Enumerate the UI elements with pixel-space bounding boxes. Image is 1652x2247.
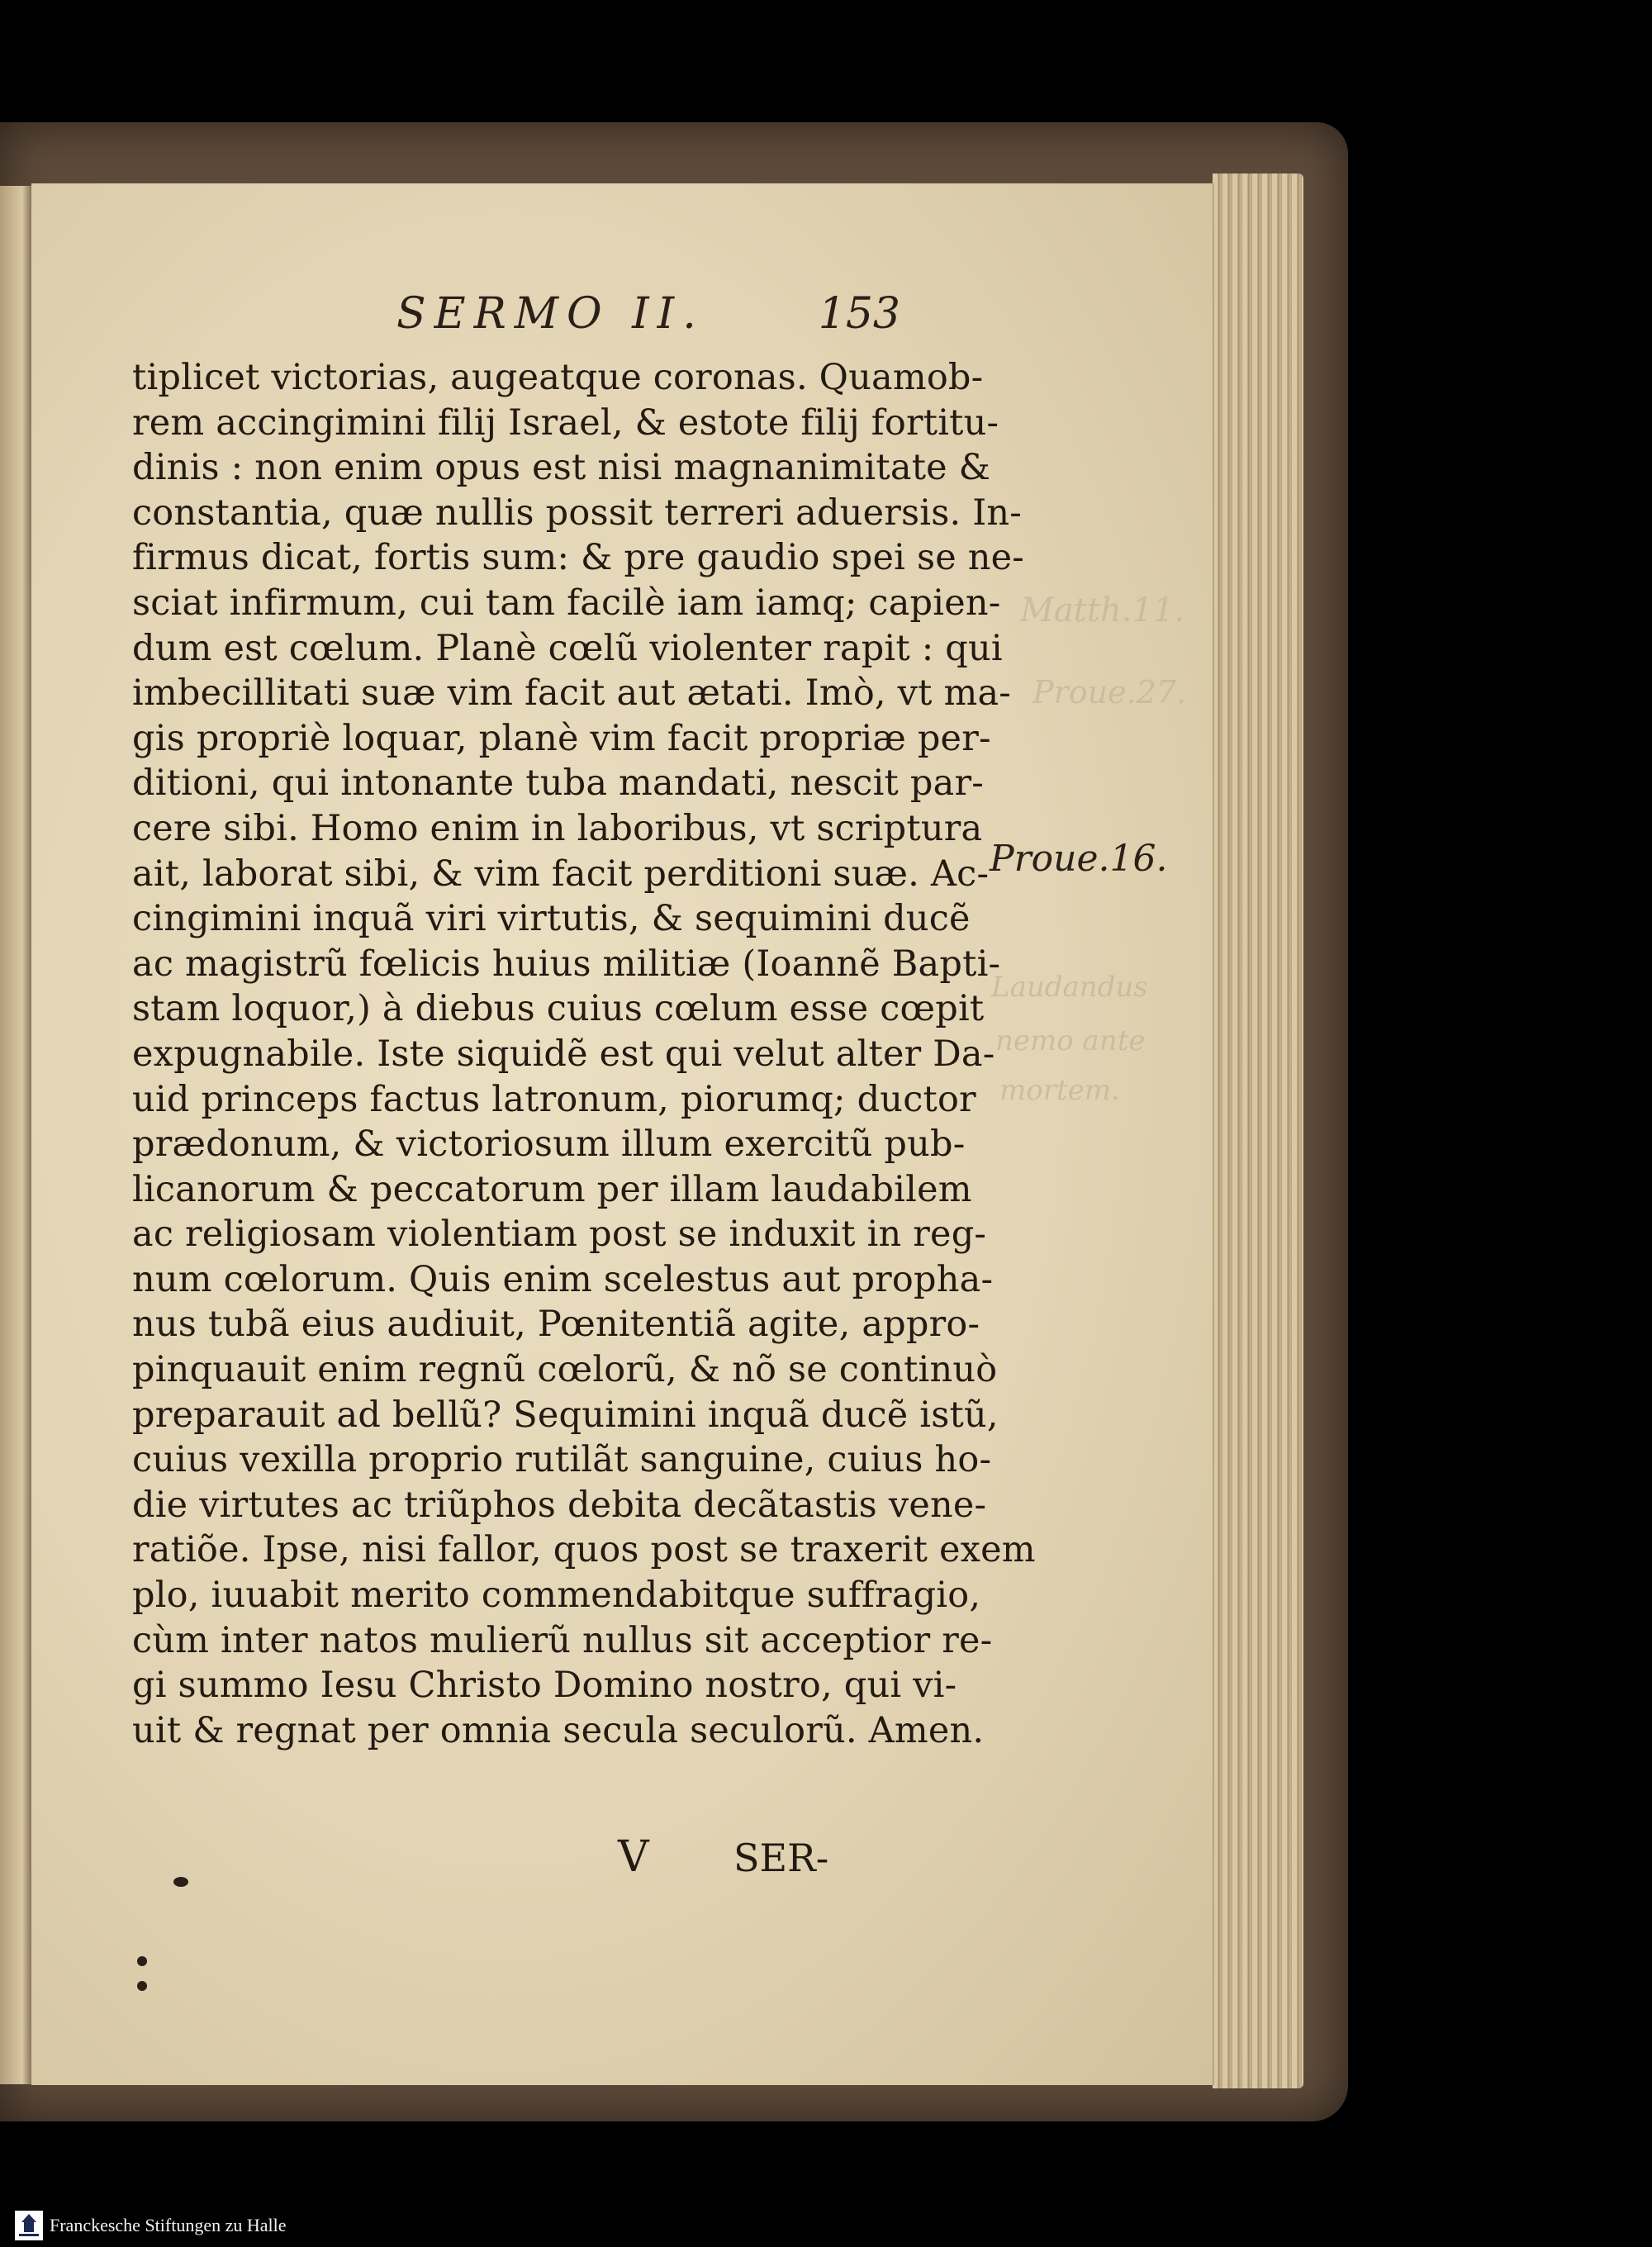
text-line: ratiõe. Ipse, nisi fallor, quos post se traxerit exem — [132, 1529, 1036, 1571]
text-line: pinquauit enim regnũ cœlorũ, & nõ se continuò — [132, 1349, 998, 1391]
footer-institution: Franckesche Stiftungen zu Halle — [50, 2215, 287, 2235]
text-line: firmus dicat, fortis sum: & pre gaudio spei se ne- — [132, 537, 1025, 579]
show-through-text: Proue.27. — [1032, 674, 1187, 710]
text-line: dinis : non enim opus est nisi magnanimitate & — [132, 447, 991, 489]
text-line: tiplicet victorias, augeatque coronas. Quamob- — [132, 357, 984, 398]
text-line: imbecillitati suæ vim facit aut ætati. Imò, vt ma- — [132, 672, 1012, 715]
margin-note-proverbs: Proue.16. — [990, 838, 1168, 880]
text-line: gis propriè loquar, planè vim facit propriæ per- — [132, 717, 991, 759]
text-line: ditioni, qui intonante tuba mandati, nescit par- — [132, 762, 984, 805]
facing-page-edge — [0, 186, 31, 2084]
text-line: ac magistrũ fœlicis huius militiæ (Ioannẽ Bapti- — [132, 943, 1001, 985]
text-line: preparauit ad bellũ? Sequimini inquã ducẽ istũ, — [132, 1394, 999, 1436]
text-line: sciat infirmum, cui tam facilè iam iamq; capien- — [132, 582, 1001, 624]
institution-logo-icon — [15, 2211, 43, 2240]
text-line: gi summo Iesu Christo Domino nostro, qui vi- — [132, 1665, 957, 1707]
text-line: ait, laborat sibi, & vim facit perditioni suæ. Ac- — [132, 853, 990, 895]
catchword: SER- — [733, 1836, 829, 1880]
footer-bar — [0, 2204, 1652, 2247]
show-through-text: Laudandus — [991, 971, 1148, 1004]
text-line: uid princeps factus latronum, piorumq; ductor — [132, 1078, 976, 1120]
text-line: expugnabile. Iste siquidẽ est qui velut alter Da- — [132, 1033, 995, 1075]
signature-mark: V — [618, 1832, 649, 1882]
text-line: cere sibi. Homo enim in laboribus, vt scriptura — [132, 807, 983, 849]
text-line: ac religiosam violentiam post se induxit in reg- — [132, 1214, 987, 1256]
text-line: num cœlorum. Quis enim scelestus aut propha- — [132, 1258, 994, 1300]
text-line: plo, iuuabit merito commendabitque suffragio, — [132, 1575, 981, 1617]
text-line: constantia, quæ nullis possit terreri aduersis. In- — [132, 492, 1023, 534]
text-line: cingimini inquã viri virtutis, & sequimini ducẽ — [132, 898, 971, 940]
text-line: uit & regnat per omnia secula seculorũ. Amen. — [132, 1709, 985, 1751]
text-line: dum est cœlum. Planè cœlũ violenter rapit : qui — [132, 627, 1003, 669]
text-line: die virtutes ac triũphos debita decãtastis vene- — [132, 1484, 987, 1526]
text-line: cuius vexilla proprio rutilãt sanguine, cuius ho- — [132, 1439, 992, 1481]
show-through-text: Matth.11. — [1020, 591, 1185, 629]
page-number: 153 — [818, 289, 900, 339]
text-line: prædonum, & victoriosum illum exercitũ pub- — [132, 1124, 966, 1166]
running-head-title: SERMO II. — [396, 289, 705, 339]
page-edges — [1213, 173, 1303, 2088]
show-through-text: mortem. — [999, 1074, 1120, 1107]
show-through-text: nemo ante — [995, 1024, 1146, 1057]
ink-speck — [173, 1877, 188, 1887]
text-line: licanorum & peccatorum per illam laudabilem — [132, 1168, 972, 1210]
ink-speck — [137, 1956, 147, 1966]
running-head — [396, 289, 909, 347]
text-line: rem accingimini filij Israel, & estote filij fortitu- — [132, 401, 999, 444]
text-line: nus tubã eius audiuit, Pœnitentiã agite, appro- — [132, 1304, 980, 1346]
ink-speck — [137, 1981, 147, 1991]
text-line: cùm inter natos mulierũ nullus sit acceptior re- — [132, 1619, 993, 1661]
text-line: stam loquor,) à diebus cuius cœlum esse cœpit — [132, 988, 985, 1030]
body-text — [132, 355, 1036, 1753]
